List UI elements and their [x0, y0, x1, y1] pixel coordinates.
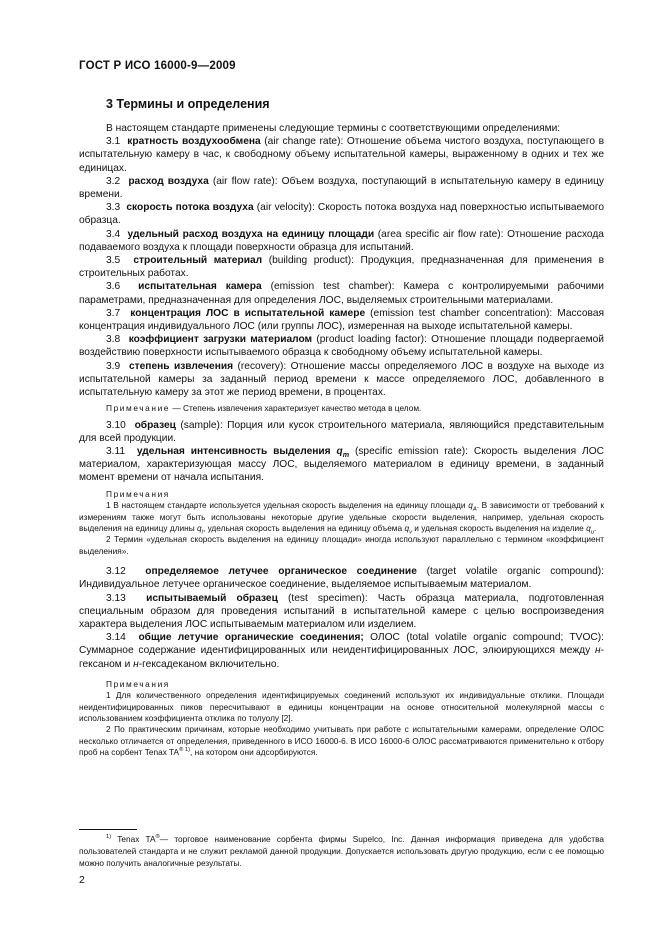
term-definition: -гексаном и	[79, 645, 604, 670]
intro-paragraph: В настоящем стандарте применены следующие термины с соответствующими определениями:	[106, 123, 561, 134]
brand-name: Tenax TA	[117, 834, 156, 844]
footnote	[79, 834, 604, 869]
note-text: и удельная скорость выделения на изделие	[414, 522, 584, 533]
term-number: 3.11	[106, 446, 126, 458]
footnote-mark: 1)	[106, 834, 112, 841]
note-3-11-2: 2 Термин «удельная скорость выделения на единицу площади» иногда используют параллельно с термином «коэффициент выделения».	[79, 534, 604, 556]
note-text: 2 По практическим причинам, которые необходимо учитывать при работе с испытательными камерами, определение ОЛОС несколько отличается от определения, приведенного в ИСО 16000-6. В ИСО 16000-6 ОЛОС рассматриваются применительно к отбору проб на сорбент Tenax TA	[79, 724, 604, 758]
term-number: 3.5	[106, 255, 121, 267]
notes-label: Примечания	[106, 678, 170, 689]
term-definition: -гексадеканом включительно.	[138, 658, 280, 670]
term-name: степень извлечения	[128, 360, 234, 372]
term-definition: (area specific air flow rate): Отношение расхода подаваемого воздуха к площади поверхности образца для испытаний.	[79, 228, 604, 253]
term-3-1	[79, 135, 604, 175]
term-definition: (sample): Порция или кусок строительного материала, являющийся представительным для всей продукции.	[79, 419, 604, 444]
term-3-4	[79, 228, 604, 254]
term-definition: ОЛОС (total volatile organic compound; TVOC): Суммарное содержание идентифицированных или неидентифицированных ЛОС, элюирующихся между	[79, 632, 604, 657]
term-number: 3.2	[106, 175, 121, 187]
term-definition: (product loading factor): Отношение площади подвергаемой воздействию поверхности испытываемого образца к свободному объему испытательной камеры.	[79, 334, 604, 359]
term-3-8	[79, 333, 604, 359]
term-definition: (recovery): Отношение массы определяемого ЛОС в воздухе на выходе из испытательной камеры за заданный период времени к массе определяемого ЛОС, добавленного в испытательную камеру за этот же период времени, в процентах.	[79, 360, 604, 399]
term-symbol-subscript: m	[342, 451, 350, 460]
term-3-13	[79, 592, 604, 632]
term-number: 3.13	[106, 592, 126, 604]
term-number: 3.9	[106, 360, 121, 372]
footnote-text: — торговое наименование сорбента фирмы Supelco, Inc. Данная информация приведена для удобства пользователей стандарта и не служит рекламой данной продукции. Допускается использовать другую продукцию, если с ее помощью можно получить аналогичные результаты.	[79, 834, 605, 868]
term-number: 3.10	[106, 419, 126, 431]
symbol-subscript: A	[472, 506, 477, 513]
term-3-6	[79, 280, 604, 306]
term-name: скорость потока воздуха	[126, 202, 254, 214]
term-definition: (air flow rate): Объем воздуха, поступающий в испытательную камеру в единицу времени.	[79, 175, 604, 201]
notes-3-14	[79, 679, 604, 759]
note-text: Степень извлечения характеризует качество метода в целом.	[182, 403, 422, 414]
term-3-3	[79, 201, 604, 227]
term-name: определяемое летучее органическое соединение	[145, 566, 417, 578]
term-symbol: q	[336, 446, 343, 458]
italic-n: н	[133, 658, 139, 670]
note-dash: —	[170, 403, 183, 414]
term-name: удельный расход воздуха на единицу площади	[127, 228, 375, 240]
note-label: Примечание	[106, 403, 171, 414]
term-3-14	[79, 631, 604, 671]
term-definition: (emission test chamber): Камера с контролируемыми рабочими параметрами, предназначенная для определения ЛОС, выделяемых строительными материалами.	[79, 281, 604, 306]
symbol-q: q	[197, 522, 202, 533]
term-number: 3.12	[106, 566, 126, 578]
term-name: испытательная камера	[138, 281, 262, 293]
term-number: 3.6	[106, 281, 121, 293]
section-title: 3 Термины и определения	[106, 97, 270, 111]
symbol-subscript: l	[201, 529, 203, 536]
symbol-q: q	[468, 500, 473, 511]
term-definition: (building product): Продукция, предназначенная для применения в строительных работах.	[79, 255, 604, 280]
symbol-subscript: v	[409, 529, 412, 536]
term-name: коэффициент загрузки материалом	[128, 334, 313, 346]
term-3-9	[79, 360, 604, 400]
term-definition: (specific emission rate): Скорость выделения ЛОС материалом, характеризующая массу ЛОС, выделяемого материалом в единицу времени, в заданный момент времени от начала испытания.	[79, 446, 604, 484]
note-text: . В зависимости от требований к измерениям также могут быть использованы некоторые другие удельные скорости выделения, например, удельная скорость выделения на единицу длины	[79, 500, 604, 533]
note-text: 1 В настоящем стандарте используется удельная скорость выделения на единицу площади	[106, 500, 466, 511]
note-3-11-1	[79, 500, 604, 534]
term-3-11	[79, 445, 604, 485]
note-text: , на котором они адсорбируются.	[190, 747, 318, 758]
note-text: , удельная скорость выделения на единицу объема	[202, 522, 403, 533]
term-name: расход воздуха	[128, 175, 209, 187]
term-3-2	[79, 175, 604, 201]
term-number: 3.8	[106, 334, 121, 346]
term-number: 3.1	[106, 136, 121, 148]
term-definition: (target volatile organic compound): Индивидуальное летучее органическое соединение, выделяемое испытываемым материалом.	[79, 566, 605, 591]
term-name: концентрация ЛОС в испытательной камере	[130, 307, 366, 319]
term-number: 3.7	[106, 307, 121, 319]
term-name: кратность воздухообмена	[127, 136, 261, 148]
term-definition: (air change rate): Отношение объема чистого воздуха, поступающего в испытательную камеру в час, к свободному объему испытательной камеры, выраженному в одних и тех же единицах.	[79, 136, 604, 174]
term-definition: (air velocity): Скорость потока воздуха над поверхностью испытываемого образца.	[79, 202, 604, 227]
footnote-separator	[79, 829, 137, 830]
term-definition: (emission test chamber concentration): Массовая концентрация индивидуального ЛОС (или группы ЛОС), измеренная на выходе испытательной камеры.	[79, 307, 604, 333]
term-number: 3.3	[106, 202, 121, 214]
note-3-14-2	[79, 724, 604, 758]
term-name: испытываемый образец	[146, 592, 278, 604]
symbol-subscript: u	[590, 529, 594, 536]
note-3-9	[79, 403, 604, 414]
term-3-12	[79, 565, 604, 591]
symbol-q: q	[404, 522, 410, 533]
notes-3-11	[79, 489, 604, 557]
term-definition: (test specimen): Часть образца материала, подготовленная специальным образом для проведения испытаний в испытательной камере с целью воспроизведения характера выделения ЛОС испытываемым материалом или изделием.	[79, 592, 604, 630]
term-name: строительный материал	[133, 255, 263, 267]
document-header: ГОСТ Р ИСО 16000-9—2009	[79, 60, 236, 72]
notes-label: Примечания	[106, 488, 170, 499]
term-name: удельная интенсивность выделения	[136, 446, 331, 458]
registered-mark: ®	[155, 834, 160, 841]
note-text: .	[593, 522, 597, 533]
term-number: 3.14	[106, 632, 126, 644]
italic-n: н	[594, 645, 601, 657]
page-number: 2	[79, 874, 85, 886]
document-body	[79, 122, 604, 759]
term-3-10	[79, 419, 604, 445]
term-number: 3.4	[106, 228, 121, 240]
footnote-ref: ® 1)	[179, 747, 191, 754]
note-3-14-1: 1 Для количественного определения идентифицируемых соединений используют их индивидуальные отклики. Площади неидентифицированных пиков пересчитывают в единицы концентрации на основе относительной молекулярной массы с использованием коэффициента отклика по толуолу [2].	[79, 690, 604, 723]
symbol-q: q	[586, 522, 591, 533]
term-3-7	[79, 307, 604, 333]
term-name: общие летучие органические соединения;	[138, 632, 364, 644]
term-name: образец	[134, 419, 176, 431]
term-3-5	[79, 254, 604, 280]
